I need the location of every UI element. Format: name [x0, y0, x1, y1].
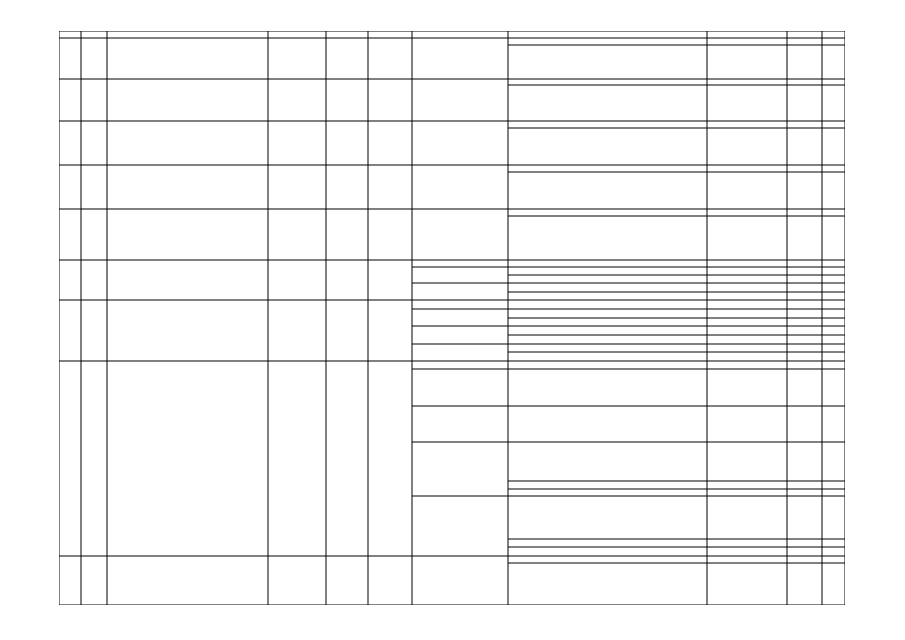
capital-repair-table: [59, 31, 845, 605]
table-grid: [59, 31, 845, 605]
